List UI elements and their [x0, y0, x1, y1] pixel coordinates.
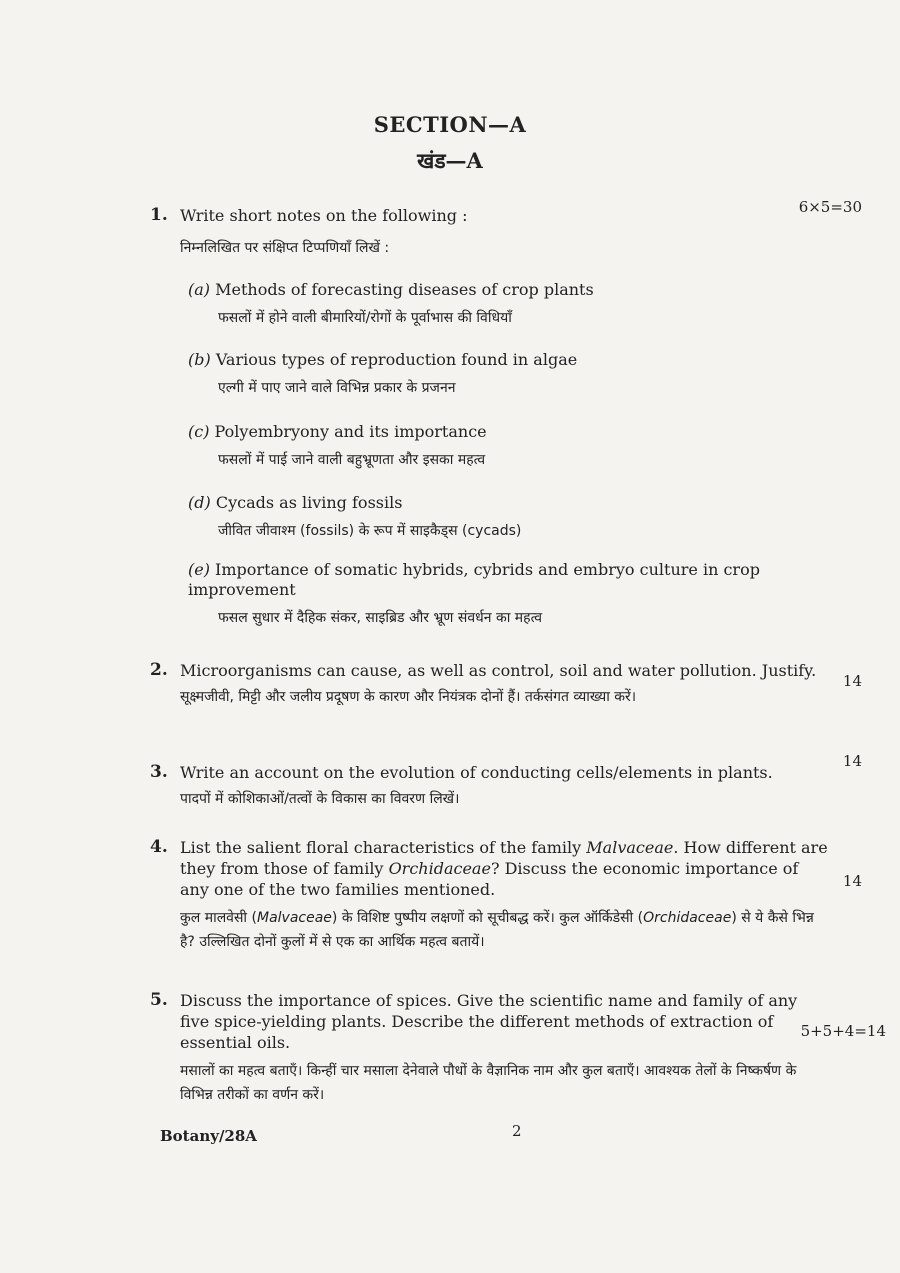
- part-text-en: Various types of reproduction found in algae: [215, 350, 578, 369]
- question-number: 1.: [150, 205, 168, 225]
- part-text-hi: फसलों में पाई जाने वाली बहुभ्रूणता और इसका महत्व: [218, 452, 486, 468]
- question-number: 5.: [150, 990, 168, 1010]
- question-text-en: Microorganisms can cause, as well as control, soil and water pollution. Justify.: [180, 661, 817, 680]
- q1-part-e: [188, 560, 838, 630]
- question-3-marks: 14: [842, 752, 862, 770]
- question-text-hi: मसालों का महत्व बताएँ। किन्हीं चार मसाला देनेवाले पौधों के वैज्ञानिक नाम और कुल बताएँ। आवश्यक तेलों के निष्कर्षण के विभिन्न तरीकों का वर्णन करें।: [180, 1063, 797, 1103]
- part-text-hi: एल्गी में पाए जाने वाले विभिन्न प्रकार के प्रजनन: [218, 380, 456, 396]
- section-title: SECTION—A: [373, 112, 527, 137]
- part-label: (d): [188, 493, 211, 512]
- q1-part-c: [188, 422, 838, 472]
- part-label: (a): [188, 280, 211, 299]
- part-text-hi: फसलों में होने वाली बीमारियों/रोगों के पूर्वाभास की विधियाँ: [218, 310, 512, 326]
- q1-part-a: [188, 280, 838, 330]
- question-text: [180, 660, 830, 709]
- part-text-en: Polyembryony and its importance: [214, 422, 487, 441]
- part-text-hi: जीवित जीवाश्म (fossils) के रूप में साइकैड्स (cycads): [218, 523, 522, 539]
- question-5-marks: 5+5+4=14: [800, 1022, 886, 1040]
- question-text: [180, 762, 830, 811]
- part-text-en: Cycads as living fossils: [215, 493, 403, 512]
- page-number: 2: [512, 1122, 522, 1140]
- question-text-hi: पादपों में कोशिकाओं/तत्वों के विकास का विवरण लिखें।: [180, 791, 460, 807]
- question-text-en: List the salient floral characteristics of the family Malvaceae. How different are they from those of family Orchidaceae? Discuss the economic importance of any one of the two families mentioned.: [180, 838, 828, 899]
- question-number: 2.: [150, 660, 168, 680]
- question-text-en: Discuss the importance of spices. Give the scientific name and family of any five spice-yielding plants. Describe the different methods of extraction of essential oils.: [180, 991, 798, 1052]
- question-text: [180, 990, 830, 1107]
- part-label: (b): [188, 350, 211, 369]
- part-label: (e): [188, 560, 210, 579]
- question-number: 4.: [150, 837, 168, 857]
- part-text-en: Methods of forecasting diseases of crop plants: [215, 280, 594, 299]
- question-text-hi: सूक्ष्मजीवी, मिट्टी और जलीय प्रदूषण के कारण और नियंत्रक दोनों हैं। तर्कसंगत व्याख्या करें।: [180, 689, 637, 705]
- question-2-marks: 14: [842, 672, 862, 690]
- paper-code: Botany/28A: [160, 1127, 257, 1145]
- question-text-en: Write short notes on the following :: [180, 206, 468, 225]
- question-text: [180, 205, 830, 260]
- q1-part-d: [188, 493, 838, 543]
- question-text: [180, 837, 830, 954]
- q1-part-b: [188, 350, 838, 400]
- part-text-hi: फसल सुधार में दैहिक संकर, साइब्रिड और भ्रूण संवर्धन का महत्व: [218, 610, 543, 626]
- question-text-hi: निम्नलिखित पर संक्षिप्त टिप्पणियाँ लिखें :: [180, 240, 390, 256]
- part-label: (c): [188, 422, 210, 441]
- question-text-hi: कुल मालवेसी (Malvaceae) के विशिष्ट पुष्पीय लक्षणों को सूचीबद्ध करें। कुल ऑर्किडेसी (Orchidaceae) से ये कैसे भिन्न है? उल्लिखित दोनों कुलों में से एक का आर्थिक महत्व बतायें।: [180, 910, 814, 950]
- part-text-en: Importance of somatic hybrids, cybrids and embryo culture in crop improvement: [188, 560, 760, 599]
- question-4-marks: 14: [842, 872, 862, 890]
- question-number: 3.: [150, 762, 168, 782]
- section-title-hindi: खंड—A: [417, 148, 483, 173]
- question-1-marks: 6×5=30: [798, 198, 862, 216]
- question-text-en: Write an account on the evolution of conducting cells/elements in plants.: [180, 763, 773, 782]
